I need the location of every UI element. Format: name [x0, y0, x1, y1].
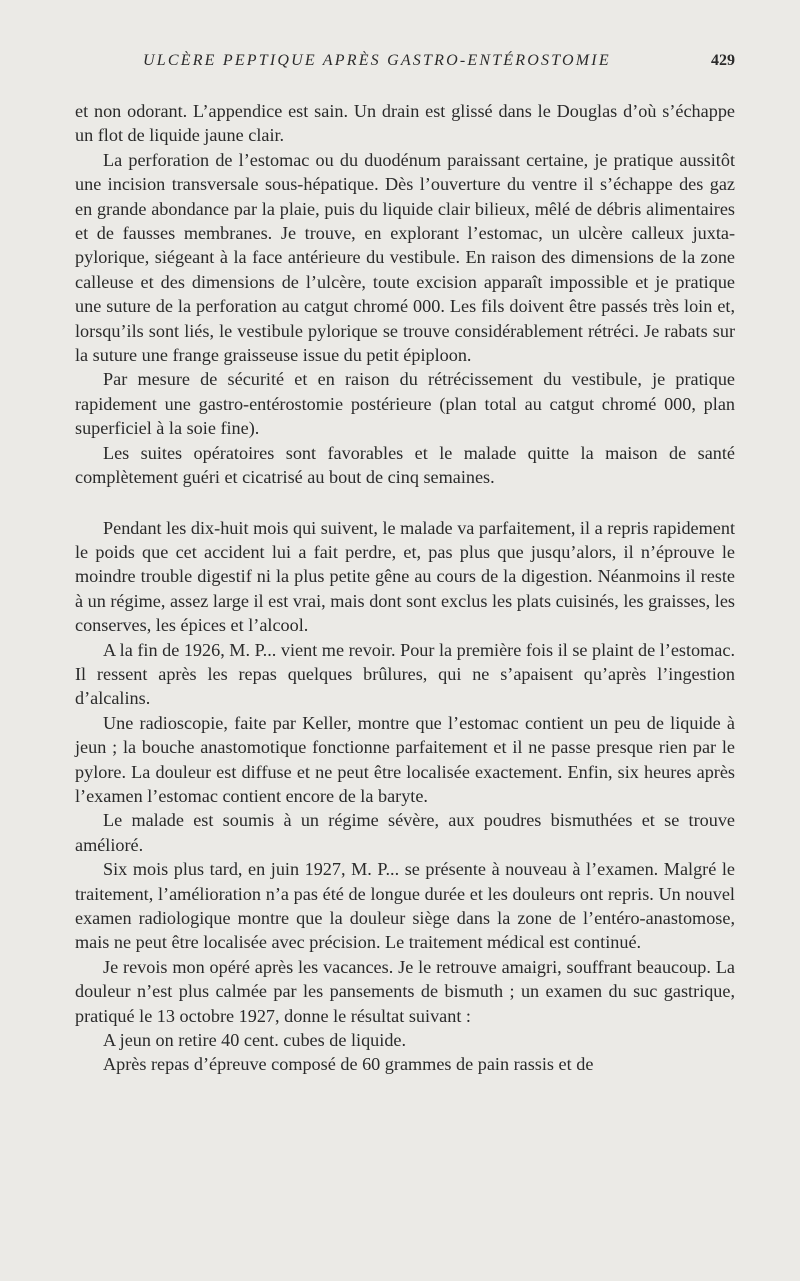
paragraph-11: A jeun on retire 40 cent. cubes de liquide. [103, 1030, 407, 1051]
paragraph-8: Le malade est soumis à un régime sévère, aux poudres bismuthées et se trouve amélioré. [75, 810, 735, 855]
paragraph-6: A la fin de 1926, M. P... vient me revoir. Pour la première fois il se plaint de l’estomac. Il ressent après les repas quelques brûlures, qui ne s’apaisent qu’après l’ingestion d’alcalins. [75, 639, 735, 709]
page-number: 429 [711, 52, 735, 69]
paragraph-5: Pendant les dix-huit mois qui suivent, le malade va parfaitement, il a repris rapidement le poids que cet accident lui a fait perdre, et, pas plus que jusqu’alors, il n’éprouve le moindre trouble digestif ni la plus petite gêne au cours de la digestion. Néanmoins il reste à un régime, assez large il est vrai, mais dont sont exclus les plats cuisinés, les graisses, les conserves, les épices et l’alcool. [75, 517, 735, 636]
paragraph-7: Une radioscopie, faite par Keller, montre que l’estomac contient un peu de liquide à jeun ; la bouche anastomotique fonctionne parfaitement et il ne passe presque rien par le pylore. La douleur est diffuse et ne peut être localisée exactement. Enfin, six heures après l’examen l’estomac contient encore de la baryte. [75, 712, 735, 806]
paragraph-3: Par mesure de sécurité et en raison du rétrécissement du vestibule, je pratique rapidement une gastro-entérostomie postérieure (plan total au catgut chromé 000, plan superficiel à la soie fine). [75, 369, 735, 439]
body-text [75, 99, 735, 1077]
paragraph-10: Je revois mon opéré après les vacances. Je le retrouve amaigri, souffrant beaucoup. La douleur n’est plus calmée par les pansements de bismuth ; un examen du suc gastrique, pratiqué le 13 octobre 1927, donne le résultat suivant : [75, 956, 735, 1026]
paragraph-9: Six mois plus tard, en juin 1927, M. P... se présente à nouveau à l’examen. Malgré le traitement, l’amélioration n’a pas été de longue durée et les douleurs ont repris. Un nouvel examen radiologique montre que la douleur siège dans la zone de l’entéro-anastomose, mais ne peut être localisée avec précision. Le traitement médical est continué. [75, 859, 735, 953]
running-head [75, 52, 735, 76]
paragraph-1: et non odorant. L’appendice est sain. Un drain est glissé dans le Douglas d’où s’échappe un flot de liquide jaune clair. [75, 101, 735, 146]
running-title: ULCÈRE PEPTIQUE APRÈS GASTRO-ENTÉROSTOMIE [143, 52, 611, 69]
paragraph-2: La perforation de l’estomac ou du duodénum paraissant certaine, je pratique aussitôt une incision transversale sous-hépatique. Dès l’ouverture du ventre il s’échappe des gaz en grande abondance par la plaie, puis du liquide clair bilieux, mêlé de débris alimentaires et de fausses membranes. Je trouve, en explorant l’estomac, un ulcère calleux juxta-pylorique, siégeant à la face antérieure du vestibule. En raison des dimensions de la zone calleuse et des dimensions de l’ulcère, toute excision apparaît impossible et je pratique une suture de la perforation au catgut chromé 000. Les fils doivent être passés très loin et, lorsqu’ils sont liés, le vestibule pylorique se trouve considérablement rétréci. Je rabats sur la suture une frange graisseuse issue du petit épiploon. [75, 149, 735, 366]
paragraph-12: Après repas d’épreuve composé de 60 grammes de pain rassis et de [103, 1054, 594, 1075]
paragraph-4: Les suites opératoires sont favorables et le malade quitte la maison de santé complètement guéri et cicatrisé au bout de cinq semaines. [75, 442, 735, 488]
